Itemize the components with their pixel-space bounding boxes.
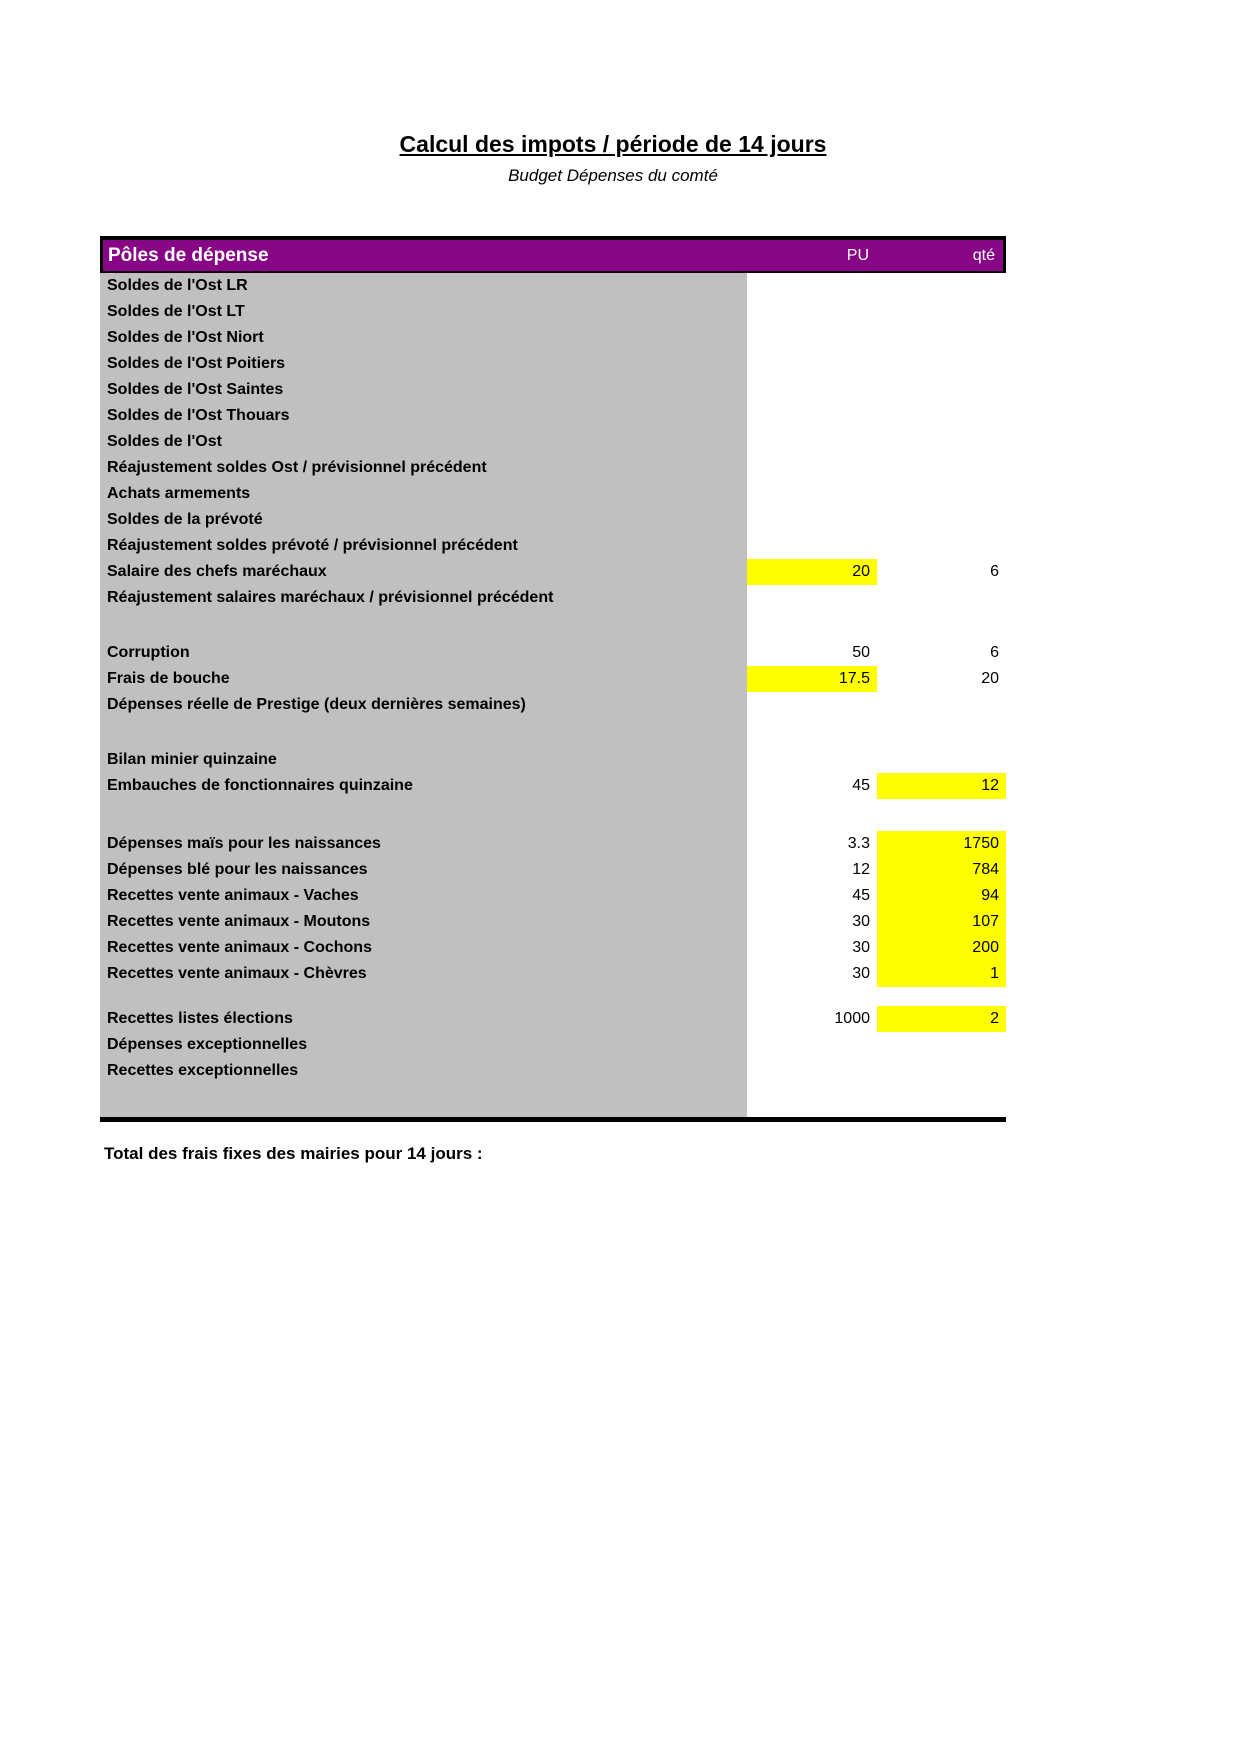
qte-value-cell <box>877 273 1006 299</box>
pu-value-cell <box>747 1084 877 1117</box>
pu-value-cell <box>747 692 877 718</box>
pu-value-cell <box>747 799 877 831</box>
table-row-blank <box>100 611 1006 640</box>
expense-label-cell <box>100 718 747 747</box>
table-row <box>100 935 1006 961</box>
table-row <box>100 961 1006 987</box>
expense-label-cell: Soldes de l'Ost LR <box>100 273 747 299</box>
qte-value-cell <box>877 351 1006 377</box>
qte-value-cell <box>877 429 1006 455</box>
table-row <box>100 455 1006 481</box>
expense-label-cell: Bilan minier quinzaine <box>100 747 747 773</box>
table-bottom-border <box>100 1117 1006 1122</box>
table-row <box>100 481 1006 507</box>
pu-value-cell <box>747 299 877 325</box>
expense-label-cell: Recettes exceptionnelles <box>100 1058 747 1084</box>
header-pu: PU <box>846 246 869 264</box>
expense-label-cell: Soldes de la prévoté <box>100 507 747 533</box>
table-row <box>100 377 1006 403</box>
table-row <box>100 533 1006 559</box>
table-row-blank <box>100 799 1006 831</box>
pu-value-cell <box>747 481 877 507</box>
pu-value-cell: 30 <box>747 935 877 961</box>
pu-value-cell: 30 <box>747 909 877 935</box>
table-row <box>100 909 1006 935</box>
pu-value-cell <box>747 377 877 403</box>
qte-value-cell <box>877 325 1006 351</box>
expense-label-cell: Embauches de fonctionnaires quinzaine <box>100 773 747 799</box>
pu-value-cell <box>747 325 877 351</box>
table-row <box>100 883 1006 909</box>
table-row <box>100 1032 1006 1058</box>
qte-value-cell <box>877 1084 1006 1117</box>
header-poles-de-depense: Pôles de dépense <box>108 244 269 266</box>
expense-label-cell: Dépenses blé pour les naissances <box>100 857 747 883</box>
qte-value-cell <box>877 533 1006 559</box>
qte-value-cell: 12 <box>877 773 1006 799</box>
expense-label-cell <box>100 1084 747 1117</box>
pu-value-cell: 12 <box>747 857 877 883</box>
pu-value-cell: 20 <box>747 559 877 585</box>
table-row-blank <box>100 1084 1006 1117</box>
pu-value-cell <box>747 507 877 533</box>
expense-table <box>100 236 1006 1122</box>
pu-value-cell <box>747 351 877 377</box>
qte-value-cell: 20 <box>877 666 1006 692</box>
qte-value-cell <box>877 507 1006 533</box>
expense-label-cell: Recettes vente animaux - Chèvres <box>100 961 747 987</box>
table-body <box>100 273 1006 1117</box>
pu-value-cell: 17.5 <box>747 666 877 692</box>
table-row <box>100 429 1006 455</box>
qte-value-cell <box>877 987 1006 1006</box>
expense-label-cell: Soldes de l'Ost Saintes <box>100 377 747 403</box>
qte-value-cell: 1750 <box>877 831 1006 857</box>
table-header-row <box>100 236 1006 273</box>
pu-value-cell <box>747 987 877 1006</box>
table-row <box>100 585 1006 611</box>
expense-label-cell <box>100 987 747 1006</box>
qte-value-cell: 6 <box>877 559 1006 585</box>
qte-value-cell: 107 <box>877 909 1006 935</box>
table-row <box>100 507 1006 533</box>
pu-value-cell: 1000 <box>747 1006 877 1032</box>
qte-value-cell <box>877 299 1006 325</box>
qte-value-cell <box>877 718 1006 747</box>
pu-value-cell <box>747 1058 877 1084</box>
expense-label-cell: Réajustement soldes prévoté / prévisionnel précédent <box>100 533 747 559</box>
qte-value-cell <box>877 747 1006 773</box>
expense-label-cell: Dépenses exceptionnelles <box>100 1032 747 1058</box>
pu-value-cell <box>747 718 877 747</box>
qte-value-cell <box>877 692 1006 718</box>
table-row <box>100 559 1006 585</box>
qte-value-cell <box>877 611 1006 640</box>
table-row <box>100 351 1006 377</box>
pu-value-cell: 3.3 <box>747 831 877 857</box>
table-row <box>100 666 1006 692</box>
expense-label-cell: Dépenses réelle de Prestige (deux dernières semaines) <box>100 692 747 718</box>
expense-label-cell: Soldes de l'Ost <box>100 429 747 455</box>
qte-value-cell: 1 <box>877 961 1006 987</box>
pu-value-cell <box>747 1032 877 1058</box>
qte-value-cell: 784 <box>877 857 1006 883</box>
qte-value-cell <box>877 585 1006 611</box>
expense-label-cell: Dépenses maïs pour les naissances <box>100 831 747 857</box>
expense-label-cell <box>100 611 747 640</box>
pu-value-cell <box>747 747 877 773</box>
header-qte: qté <box>972 246 995 264</box>
total-frais-fixes-label: Total des frais fixes des mairies pour 14 jours : <box>104 1144 483 1163</box>
qte-value-cell: 200 <box>877 935 1006 961</box>
pu-value-cell <box>747 455 877 481</box>
table-row-blank <box>100 987 1006 1006</box>
qte-value-cell <box>877 455 1006 481</box>
table-row <box>100 857 1006 883</box>
table-row <box>100 831 1006 857</box>
qte-value-cell <box>877 403 1006 429</box>
pu-value-cell <box>747 403 877 429</box>
expense-label-cell: Soldes de l'Ost Niort <box>100 325 747 351</box>
qte-value-cell: 94 <box>877 883 1006 909</box>
table-row-blank <box>100 718 1006 747</box>
table-row <box>100 273 1006 299</box>
qte-value-cell <box>877 377 1006 403</box>
expense-label-cell: Recettes vente animaux - Cochons <box>100 935 747 961</box>
table-row <box>100 299 1006 325</box>
qte-value-cell <box>877 481 1006 507</box>
pu-value-cell <box>747 585 877 611</box>
qte-value-cell <box>877 1032 1006 1058</box>
pu-value-cell: 45 <box>747 773 877 799</box>
table-row <box>100 747 1006 773</box>
expense-label-cell: Recettes listes élections <box>100 1006 747 1032</box>
pu-value-cell: 45 <box>747 883 877 909</box>
expense-label-cell: Réajustement salaires maréchaux / prévisionnel précédent <box>100 585 747 611</box>
table-row <box>100 1058 1006 1084</box>
expense-label-cell: Soldes de l'Ost Poitiers <box>100 351 747 377</box>
pu-value-cell: 30 <box>747 961 877 987</box>
qte-value-cell: 6 <box>877 640 1006 666</box>
page-title: Calcul des impots / période de 14 jours <box>399 131 827 157</box>
pu-value-cell <box>747 533 877 559</box>
expense-label-cell: Recettes vente animaux - Moutons <box>100 909 747 935</box>
pu-value-cell: 50 <box>747 640 877 666</box>
pu-value-cell <box>747 611 877 640</box>
pu-value-cell <box>747 273 877 299</box>
expense-label-cell: Recettes vente animaux - Vaches <box>100 883 747 909</box>
expense-label-cell: Soldes de l'Ost Thouars <box>100 403 747 429</box>
table-row <box>100 773 1006 799</box>
qte-value-cell <box>877 1058 1006 1084</box>
qte-value-cell: 2 <box>877 1006 1006 1032</box>
table-row <box>100 403 1006 429</box>
expense-label-cell: Réajustement soldes Ost / prévisionnel précédent <box>100 455 747 481</box>
qte-value-cell <box>877 799 1006 831</box>
table-row <box>100 325 1006 351</box>
pu-value-cell <box>747 429 877 455</box>
expense-label-cell <box>100 799 747 831</box>
table-row <box>100 692 1006 718</box>
table-row <box>100 1006 1006 1032</box>
expense-label-cell: Salaire des chefs maréchaux <box>100 559 747 585</box>
expense-label-cell: Soldes de l'Ost LT <box>100 299 747 325</box>
page-subtitle: Budget Dépenses du comté <box>508 166 718 185</box>
expense-label-cell: Corruption <box>100 640 747 666</box>
table-row <box>100 640 1006 666</box>
expense-label-cell: Achats armements <box>100 481 747 507</box>
expense-label-cell: Frais de bouche <box>100 666 747 692</box>
